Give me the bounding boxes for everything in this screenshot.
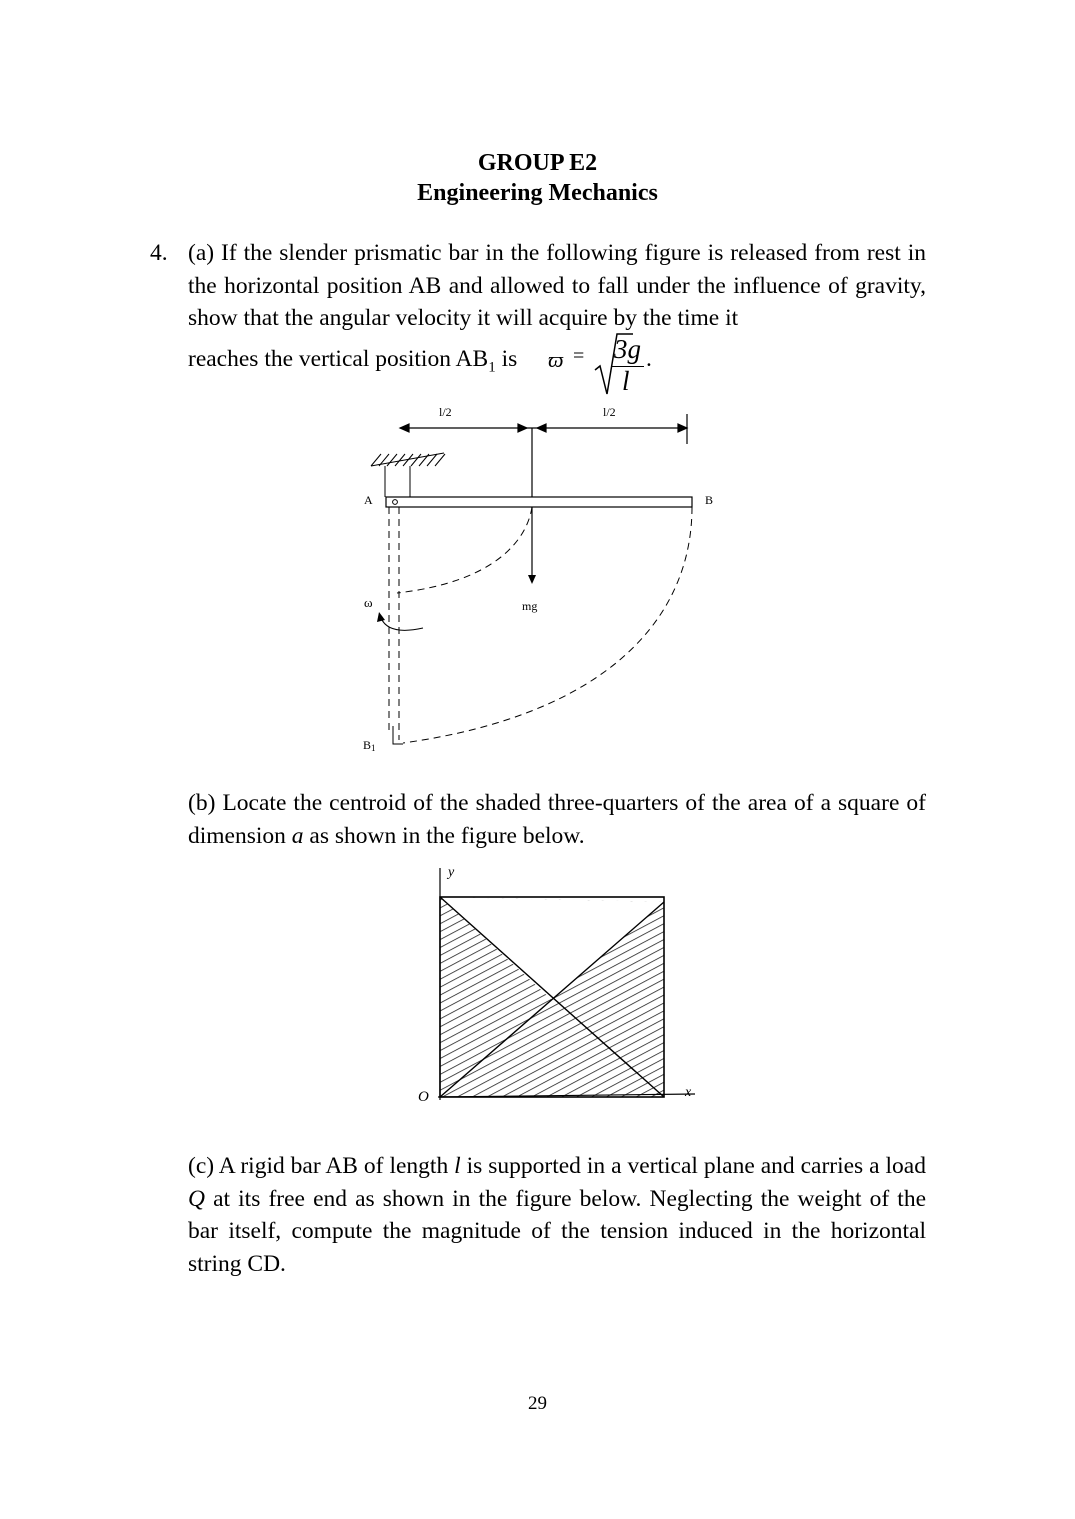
dim-arrow-right — [678, 424, 687, 432]
dashed-arc-midpoint — [397, 507, 532, 593]
bar-ab — [386, 497, 692, 507]
label-x: x — [685, 1085, 692, 1100]
part-c-text-2: is supported in a vertical plane and carries a load — [460, 1153, 926, 1179]
formula-denominator: l — [622, 366, 630, 396]
page-number: 29 — [528, 1393, 547, 1414]
label-o: O — [418, 1089, 429, 1105]
group-heading: GROUP E2 — [477, 150, 598, 176]
question-4a — [150, 237, 926, 335]
b1-bracket — [393, 726, 403, 744]
part-b-variable-a: a — [291, 822, 304, 849]
dim-label-left: l/2 — [439, 405, 452, 419]
dim-arrow-mid-right — [537, 424, 546, 432]
part-a-formula-line — [188, 332, 708, 402]
dim-arrow-left — [400, 424, 409, 432]
label-y: y — [448, 865, 455, 880]
subject-heading: Engineering Mechanics — [417, 180, 658, 206]
subscript-1: 1 — [488, 359, 496, 376]
label-a: A — [364, 493, 373, 507]
shaded-square-figure — [410, 860, 710, 1105]
fixed-support-hatch — [371, 453, 445, 466]
label-b: B — [705, 493, 714, 507]
omega-symbol: ϖ — [548, 347, 564, 372]
omega-arrow-head — [377, 612, 385, 622]
formula-period: . — [646, 346, 652, 372]
part-a-text: (a) If the slender prismatic bar in the following figure is released from rest in the horizontal position AB and allowed to fall under the influence of gravity, show that the angular velocity it will acquire by the time it — [188, 240, 926, 331]
weight-arrow-head — [528, 575, 536, 584]
question-number: 4. — [150, 240, 168, 266]
equals-sign: = — [573, 345, 585, 367]
part-c-variable-l: l — [454, 1153, 461, 1179]
question-4c — [188, 1150, 926, 1280]
pivot-pin — [393, 500, 398, 505]
label-mg: mg — [522, 599, 538, 613]
dim-arrow-mid-left — [518, 424, 527, 432]
falling-bar-figure — [355, 400, 725, 760]
label-omega: ω — [364, 595, 373, 610]
label-b1: B1 — [363, 738, 376, 753]
formula-numerator: 3g — [614, 334, 641, 364]
dashed-arc-endpoint — [403, 507, 692, 743]
part-c-variable-q: Q — [188, 1185, 205, 1212]
part-b-text-start: (b) Locate the centroid of the shaded three-quarters of the area of a square of dimension — [188, 790, 926, 849]
part-c-text-1: (c) A rigid bar AB of length — [188, 1153, 455, 1179]
question-4b — [188, 787, 926, 852]
part-b-text-end: as shown in the figure below. — [303, 822, 585, 849]
part-a-last-line: reaches the vertical position $AB_1$ is — [188, 346, 518, 376]
omega-arrow-arc — [381, 618, 423, 630]
dim-label-right: l/2 — [603, 405, 616, 419]
part-c-text-3: at its free end as shown in the figure below. Neglecting the weight of the bar itself, compute the magnitude of the tension induced in the horizontal string CD. — [188, 1185, 926, 1277]
